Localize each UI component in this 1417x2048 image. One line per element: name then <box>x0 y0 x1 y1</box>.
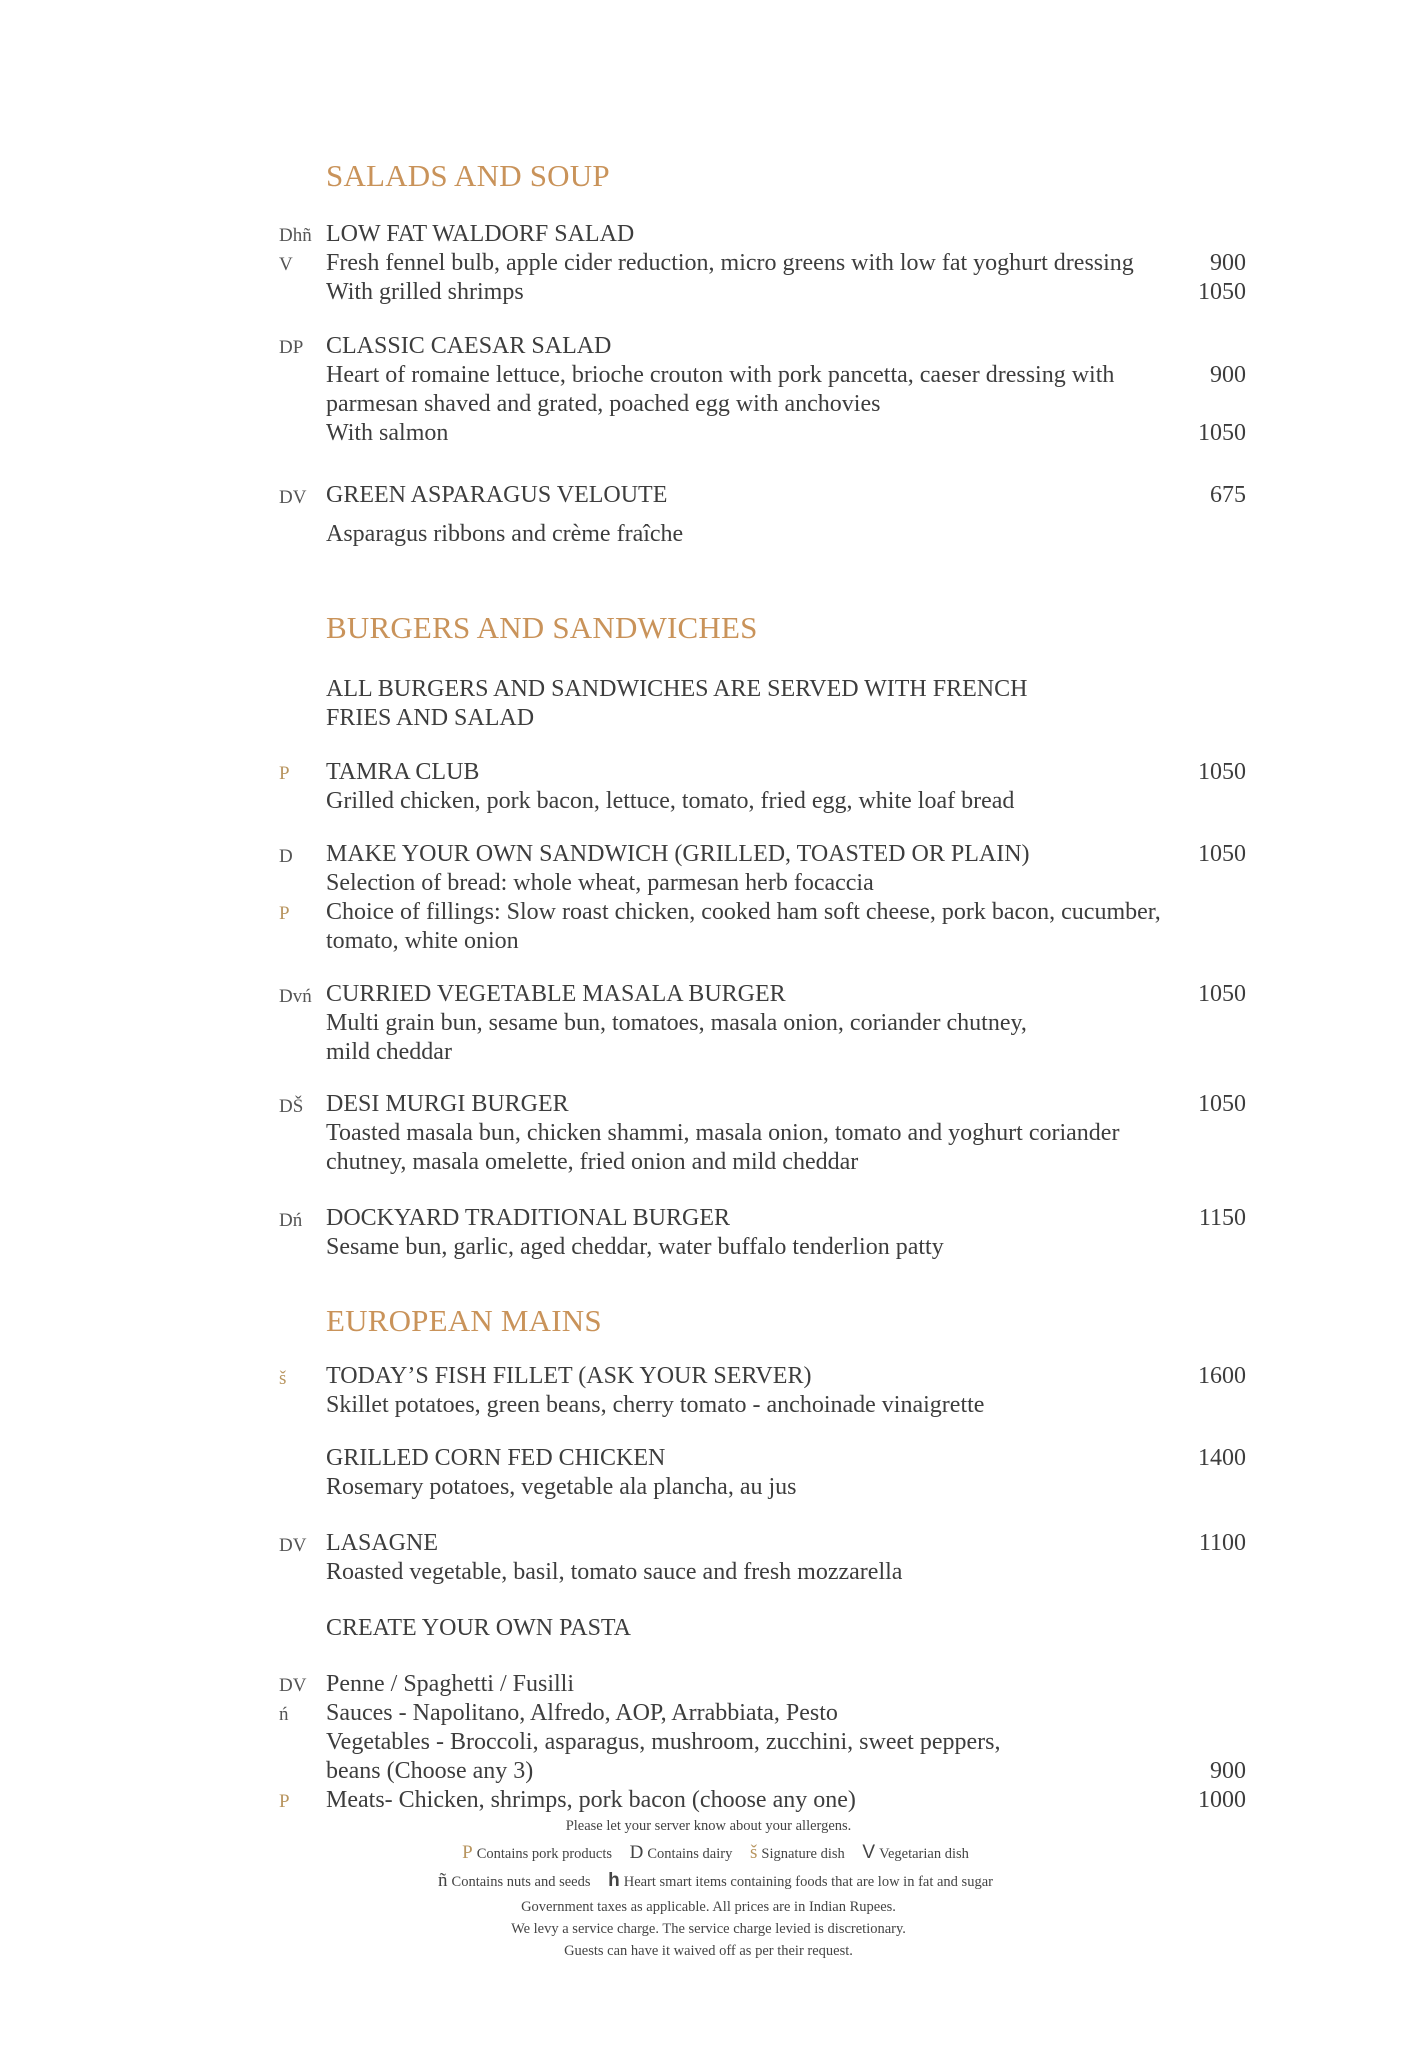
item-code: V <box>279 254 293 275</box>
item-desc: Selection of bread: whole wheat, parmesan herb focaccia <box>326 870 874 896</box>
item-price: 675 <box>1210 482 1246 508</box>
item-name-waldorf: LOW FAT WALDORF SALAD <box>326 221 635 247</box>
item-price: 1100 <box>1198 1530 1246 1556</box>
item-desc: Roasted vegetable, basil, tomato sauce and fresh mozzarella <box>326 1559 903 1585</box>
item-code: Dhñ <box>279 225 312 246</box>
nuts-symbol: ñ <box>438 1870 448 1891</box>
item-desc: Asparagus ribbons and crème fraîche <box>326 521 684 547</box>
item-code: P <box>279 763 290 784</box>
item-price: 1050 <box>1198 759 1246 785</box>
legend-text: Heart smart items containing foods that are low in fat and sugar <box>623 1874 993 1890</box>
item-desc: Skillet potatoes, green beans, cherry tomato - anchoinade vinaigrette <box>326 1392 985 1418</box>
item-name-masala: CURRIED VEGETABLE MASALA BURGER <box>326 981 786 1007</box>
item-name-veloute: GREEN ASPARAGUS VELOUTE <box>326 482 668 508</box>
item-code: P <box>279 903 290 924</box>
section-note: ALL BURGERS AND SANDWICHES ARE SERVED WITH FRENCH <box>326 676 1028 702</box>
item-code: š <box>279 1368 287 1389</box>
pasta-line: Vegetables - Broccoli, asparagus, mushroom, zucchini, sweet peppers, <box>326 1729 1001 1755</box>
footer-allergens: Please let your server know about your allergens. <box>565 1818 852 1834</box>
footer-waive: Guests can have it waived off as per their request. <box>564 1943 853 1959</box>
section-note: FRIES AND SALAD <box>326 705 535 731</box>
item-name-dockyard: DOCKYARD TRADITIONAL BURGER <box>326 1205 731 1231</box>
item-code: DV <box>279 487 307 508</box>
signature-symbol: š <box>749 1842 758 1863</box>
item-code: DV <box>279 1535 307 1556</box>
item-name-chicken: GRILLED CORN FED CHICKEN <box>326 1445 666 1471</box>
legend-text: Signature dish <box>761 1846 845 1862</box>
item-desc: Choice of fillings: Slow roast chicken, cooked ham soft cheese, pork bacon, cucumber, <box>326 899 1161 925</box>
item-desc: Multi grain bun, sesame bun, tomatoes, masala onion, coriander chutney, <box>326 1010 1027 1036</box>
item-desc: Heart of romaine lettuce, brioche crouton with pork pancetta, caeser dressing with <box>326 362 1115 388</box>
item-desc: mild cheddar <box>326 1039 452 1065</box>
legend-text: Contains pork products <box>476 1846 613 1862</box>
item-name-fish: TODAY’S FISH FILLET (ASK YOUR SERVER) <box>326 1363 812 1389</box>
pasta-line: Sauces - Napolitano, Alfredo, AOP, Arrabbiata, Pesto <box>326 1700 838 1726</box>
item-desc: parmesan shaved and grated, poached egg with anchovies <box>326 391 881 417</box>
footer-taxes: Government taxes as applicable. All prices are in Indian Rupees. <box>521 1899 896 1915</box>
pork-symbol: P <box>462 1842 473 1863</box>
pasta-line: beans (Choose any 3) <box>326 1758 534 1784</box>
item-code: ń <box>279 1704 289 1725</box>
item-name-pasta: CREATE YOUR OWN PASTA <box>326 1615 631 1641</box>
legend-text: Contains nuts and seeds <box>451 1874 591 1890</box>
dairy-symbol: D <box>629 1842 644 1863</box>
item-price: 1050 <box>1198 420 1246 446</box>
legend-row-1 <box>0 1843 1417 1864</box>
item-price: 1050 <box>1198 279 1246 305</box>
vegetarian-symbol: V <box>862 1842 876 1863</box>
item-code: DP <box>279 337 304 358</box>
section-title-mains: EUROPEAN MAINS <box>326 1303 602 1338</box>
item-desc: Toasted masala bun, chicken shammi, masala onion, tomato and yoghurt coriander <box>326 1120 1120 1146</box>
item-price: 900 <box>1210 1758 1246 1784</box>
footer-service: We levy a service charge. The service charge levied is discretionary. <box>511 1921 906 1937</box>
item-code: P <box>279 1791 290 1812</box>
item-desc: chutney, masala omelette, fried onion and mild cheddar <box>326 1149 859 1175</box>
legend-row-2 <box>0 1871 1417 1892</box>
item-price: 900 <box>1210 250 1246 276</box>
item-name-lasagne: LASAGNE <box>326 1530 438 1556</box>
section-title-burgers: BURGERS AND SANDWICHES <box>326 610 758 645</box>
item-desc: Grilled chicken, pork bacon, lettuce, tomato, fried egg, white loaf bread <box>326 788 1015 814</box>
item-name-desi: DESI MURGI BURGER <box>326 1091 569 1117</box>
item-code: Dń <box>279 1210 303 1231</box>
item-code: DV <box>279 1675 307 1696</box>
item-name-tamra: TAMRA CLUB <box>326 759 480 785</box>
item-desc: tomato, white onion <box>326 928 519 954</box>
heart-smart-symbol: h <box>608 1870 620 1891</box>
legend-text: Contains dairy <box>647 1846 733 1862</box>
item-desc: Fresh fennel bulb, apple cider reduction, micro greens with low fat yoghurt dressing <box>326 250 1134 276</box>
pasta-line: Meats- Chicken, shrimps, pork bacon (choose any one) <box>326 1787 856 1813</box>
item-code: DŠ <box>279 1096 304 1117</box>
pasta-line: Penne / Spaghetti / Fusilli <box>326 1671 575 1697</box>
item-price: 900 <box>1210 362 1246 388</box>
item-price: 1050 <box>1198 1091 1246 1117</box>
item-price: 1400 <box>1198 1445 1246 1471</box>
item-name-sandwich: MAKE YOUR OWN SANDWICH (GRILLED, TOASTED OR PLAIN) <box>326 841 1030 867</box>
item-desc: Sesame bun, garlic, aged cheddar, water buffalo tenderlion patty <box>326 1234 944 1260</box>
item-price: 1000 <box>1198 1787 1246 1813</box>
item-desc: Rosemary potatoes, vegetable ala plancha, au jus <box>326 1474 797 1500</box>
item-code: D <box>279 846 293 867</box>
item-code: Dvń <box>279 986 312 1007</box>
item-extra: With grilled shrimps <box>326 279 524 305</box>
section-title-salads: SALADS AND SOUP <box>326 158 610 193</box>
item-price: 1150 <box>1198 1205 1246 1231</box>
legend-text: Vegetarian dish <box>879 1846 969 1862</box>
item-price: 1050 <box>1198 981 1246 1007</box>
item-extra: With salmon <box>326 420 449 446</box>
item-price: 1050 <box>1198 841 1246 867</box>
item-name-caesar: CLASSIC CAESAR SALAD <box>326 333 612 359</box>
item-price: 1600 <box>1198 1363 1246 1389</box>
